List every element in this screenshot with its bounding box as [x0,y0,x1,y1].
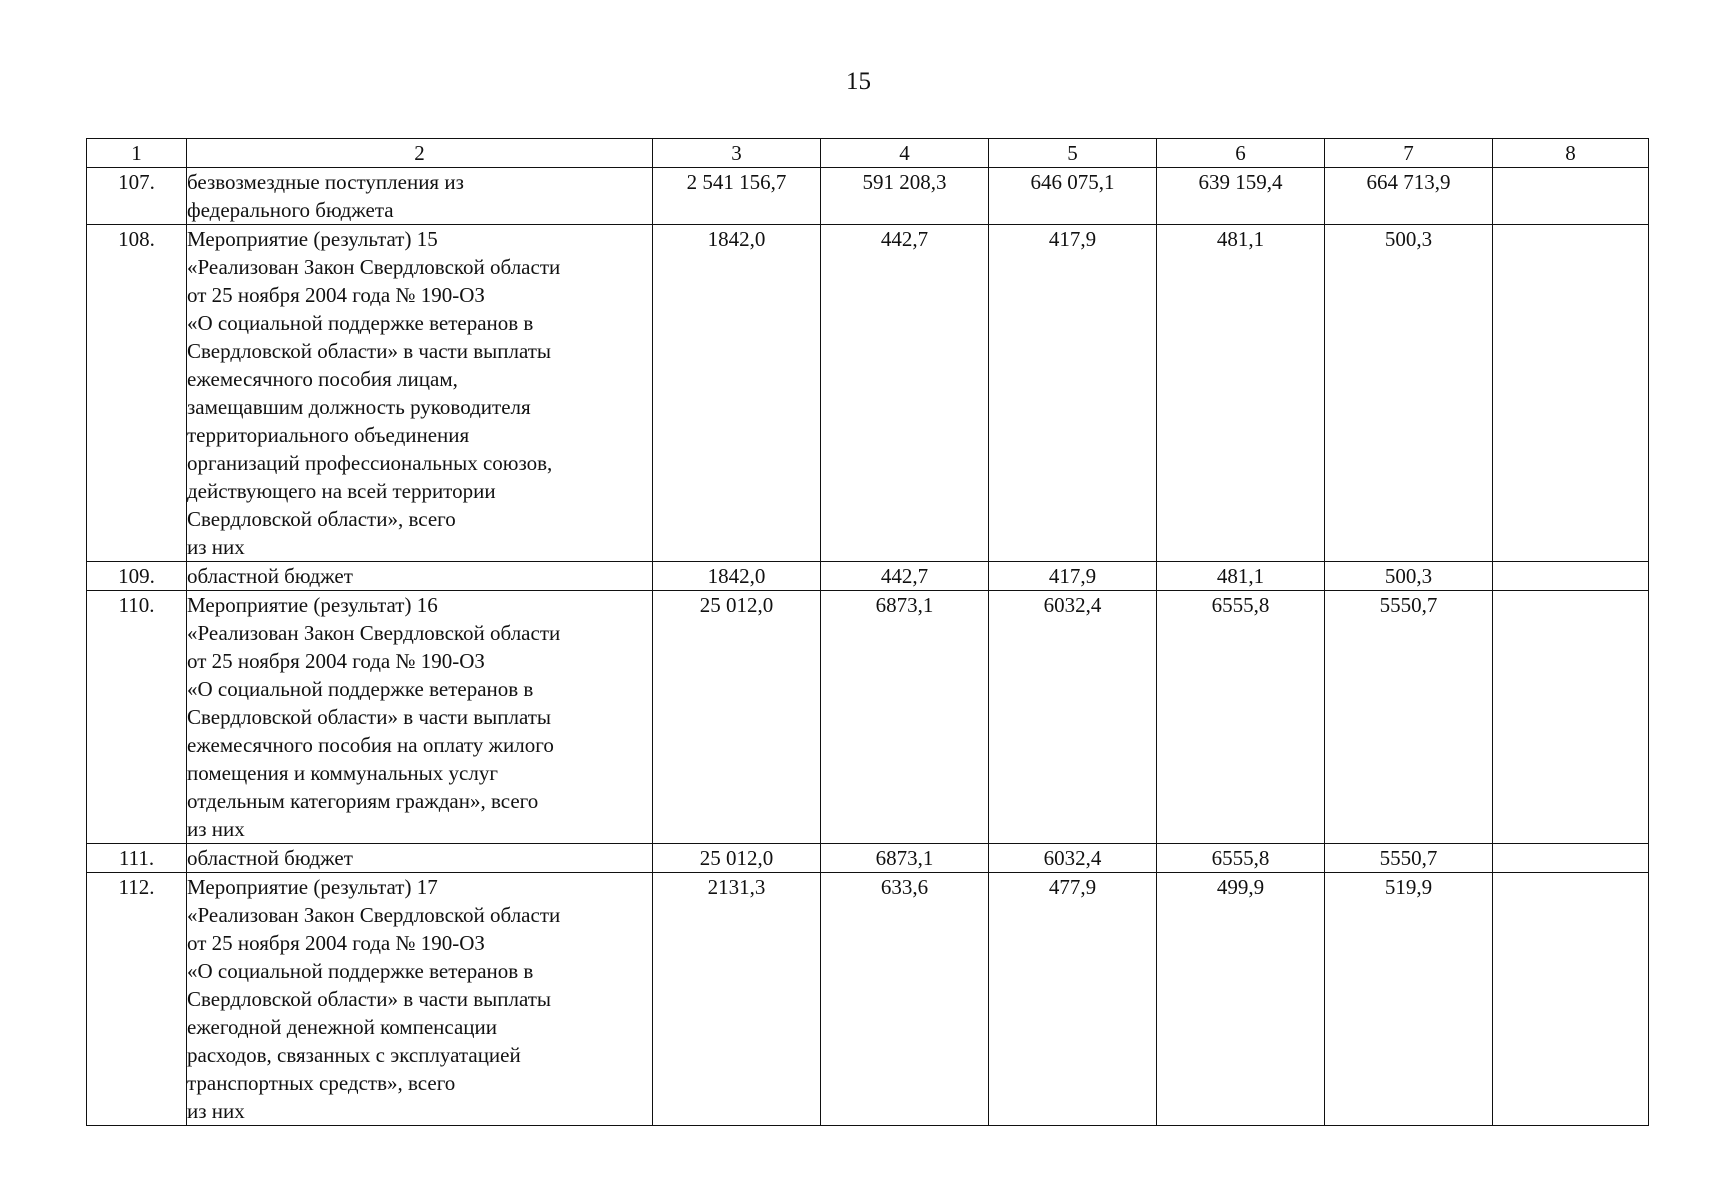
table-row [87,873,1649,1126]
value-col-4: 591 208,3 [821,168,989,225]
column-header: 7 [1325,139,1493,168]
column-header: 2 [187,139,653,168]
value-col-4: 6873,1 [821,591,989,844]
column-header: 8 [1493,139,1649,168]
table-row [87,168,1649,225]
value-col-6: 481,1 [1157,562,1325,591]
table-row [87,591,1649,844]
value-col-3: 25 012,0 [653,591,821,844]
value-col-6: 481,1 [1157,225,1325,562]
value-col-5: 6032,4 [989,844,1157,873]
value-col-8 [1493,873,1649,1126]
value-col-3: 2131,3 [653,873,821,1126]
value-col-4: 442,7 [821,562,989,591]
value-col-7: 500,3 [1325,225,1493,562]
row-number: 109. [87,562,187,591]
row-number: 108. [87,225,187,562]
value-col-8 [1493,591,1649,844]
value-col-5: 6032,4 [989,591,1157,844]
column-header: 3 [653,139,821,168]
value-col-7: 5550,7 [1325,591,1493,844]
value-col-8 [1493,562,1649,591]
value-col-3: 25 012,0 [653,844,821,873]
row-name: областной бюджет [187,562,653,591]
value-col-5: 646 075,1 [989,168,1157,225]
value-col-3: 2 541 156,7 [653,168,821,225]
column-header: 6 [1157,139,1325,168]
value-col-4: 6873,1 [821,844,989,873]
row-number: 111. [87,844,187,873]
column-header: 4 [821,139,989,168]
page-number: 15 [846,68,871,95]
row-name: областной бюджет [187,844,653,873]
value-col-6: 499,9 [1157,873,1325,1126]
row-number: 107. [87,168,187,225]
value-col-7: 664 713,9 [1325,168,1493,225]
value-col-4: 442,7 [821,225,989,562]
table-row [87,225,1649,562]
column-header: 1 [87,139,187,168]
row-name: Мероприятие (результат) 15 «Реализован Закон Свердловской области от 25 ноября 2004 года № 190-ОЗ «О социальной поддержке ветеранов в Свердловской области» в части выплаты ежемесячного пособия лицам, замещавшим должность руководителя территориального объединения организаций профессиональных союзов, действующего на всей территории Свердловской области», всего из них [187,225,653,562]
value-col-5: 417,9 [989,225,1157,562]
value-col-6: 6555,8 [1157,591,1325,844]
table-header-row [87,139,1649,168]
value-col-8 [1493,168,1649,225]
row-number: 112. [87,873,187,1126]
column-header: 5 [989,139,1157,168]
table-row [87,562,1649,591]
value-col-6: 639 159,4 [1157,168,1325,225]
value-col-6: 6555,8 [1157,844,1325,873]
budget-table [86,138,1649,1126]
value-col-8 [1493,844,1649,873]
value-col-5: 477,9 [989,873,1157,1126]
row-name: Мероприятие (результат) 16 «Реализован Закон Свердловской области от 25 ноября 2004 года № 190-ОЗ «О социальной поддержке ветеранов в Свердловской области» в части выплаты ежемесячного пособия на оплату жилого помещения и коммунальных услуг отдельным категориям граждан», всего из них [187,591,653,844]
table-row [87,844,1649,873]
row-name: Мероприятие (результат) 17 «Реализован Закон Свердловской области от 25 ноября 2004 года № 190-ОЗ «О социальной поддержке ветеранов в Свердловской области» в части выплаты ежегодной денежной компенсации расходов, связанных с эксплуатацией транспортных средств», всего из них [187,873,653,1126]
value-col-8 [1493,225,1649,562]
value-col-7: 500,3 [1325,562,1493,591]
row-name: безвозмездные поступления из федерального бюджета [187,168,653,225]
row-number: 110. [87,591,187,844]
value-col-3: 1842,0 [653,562,821,591]
value-col-4: 633,6 [821,873,989,1126]
value-col-3: 1842,0 [653,225,821,562]
value-col-7: 5550,7 [1325,844,1493,873]
value-col-5: 417,9 [989,562,1157,591]
value-col-7: 519,9 [1325,873,1493,1126]
